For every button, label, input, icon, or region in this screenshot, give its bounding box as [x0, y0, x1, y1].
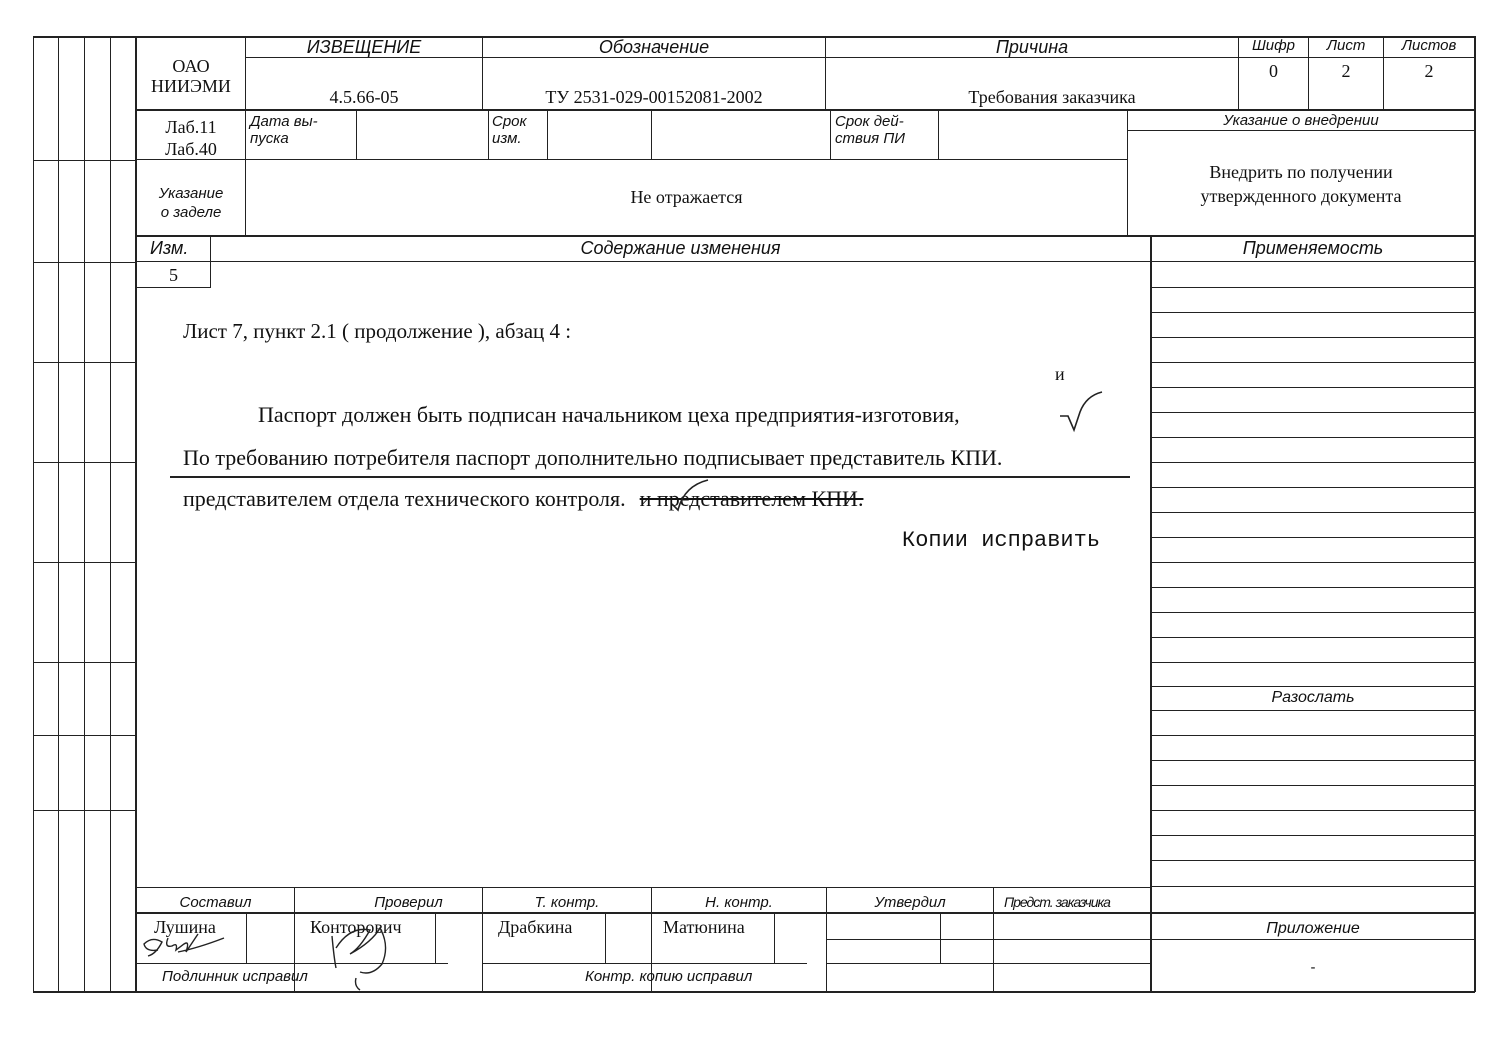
compiled-label: Составил [179, 894, 252, 911]
applicability-row [1151, 387, 1475, 388]
applicability-row [1151, 487, 1475, 488]
applicability-row [1151, 835, 1475, 836]
applicability-row [1151, 735, 1475, 736]
row2-line [136, 159, 1128, 160]
applicability-row [1151, 287, 1475, 288]
pi-term-label: Срок дей- ствия ПИ [835, 113, 905, 147]
change-number-line [136, 287, 211, 288]
implementation-value: Внедрить по получении утвержденного документа [1200, 162, 1402, 206]
applicability-row [1151, 562, 1475, 563]
signature-line [1151, 939, 1475, 940]
applicability-row [1151, 686, 1475, 687]
tcontrol-label: Т. контр. [534, 894, 600, 911]
margin-line [33, 810, 136, 811]
header-line [245, 57, 1238, 58]
applicability-row [1151, 785, 1475, 786]
checked-label: Проверил [374, 894, 443, 911]
margin-line [33, 462, 136, 463]
insert-mark: и [1055, 364, 1065, 384]
border-right [1474, 36, 1476, 992]
applicability-row [1151, 760, 1475, 761]
applicability-label: Применяемость [1242, 238, 1384, 258]
notice-number: 4.5.66-05 [329, 87, 399, 107]
border-bottom [33, 991, 1475, 993]
copies-note: Копии исправить [902, 528, 1101, 553]
insertion-check-mark [1058, 386, 1104, 434]
sheet-value: 2 [1341, 61, 1351, 81]
content-line-4-kept: представителем отдела технического контроля. [183, 486, 626, 511]
change-term-label: Срок изм. [492, 113, 527, 147]
signature-col [993, 888, 994, 992]
header-line [245, 36, 246, 236]
designation-label: Обозначение [598, 37, 710, 57]
header-line [136, 109, 1475, 111]
applicability-row [1151, 412, 1475, 413]
margin-line [33, 562, 136, 563]
control-copy-corrected-label: Контр. копию исправил [585, 968, 753, 985]
reason-value: Требования заказчика [968, 87, 1136, 107]
ncontrol-name: Матюнина [663, 917, 745, 937]
applicability-row [1151, 587, 1475, 588]
content-line-1: Лист 7, пункт 2.1 ( продолжение ), абзац 4 : [183, 319, 572, 343]
applicability-line [1150, 236, 1152, 993]
compiled-name: Лушина [154, 917, 216, 937]
row2-line [488, 110, 489, 160]
original-corrected-label: Подлинник исправил [162, 968, 308, 985]
signature-col [774, 913, 775, 964]
margin-line [110, 36, 111, 992]
row2-line [1127, 130, 1475, 131]
applicability-row [1151, 612, 1475, 613]
content-line-3: По требованию потребителя паспорт дополнительно подписывает представитель КПИ. [183, 445, 1003, 470]
signature-col [435, 913, 436, 964]
attachment-label: Приложение [1266, 920, 1360, 937]
row3-line [136, 235, 1475, 237]
notice-label: ИЗВЕЩЕНИЕ [306, 37, 422, 57]
organization-name: ОАО НИИЭМИ [151, 56, 231, 96]
implementation-label: Указание о внедрении [1223, 112, 1379, 129]
lab-list: Лаб.11 Лаб.40 [165, 117, 217, 159]
row2-line [651, 110, 652, 160]
sheets-label: Листов [1401, 37, 1457, 54]
signature-col [246, 913, 247, 964]
signature-line [482, 963, 807, 964]
tcontrol-name: Драбкина [498, 917, 573, 937]
signature-scribble [320, 918, 400, 992]
row2-line [356, 110, 357, 160]
header-line [1238, 57, 1475, 58]
content-label: Содержание изменения [580, 238, 781, 258]
applicability-row [1151, 860, 1475, 861]
applicability-row [1151, 537, 1475, 538]
insert-underline [170, 476, 1130, 478]
applicability-row [1151, 437, 1475, 438]
margin-line [58, 36, 59, 992]
content-line-4 [183, 488, 863, 510]
applicability-row [1151, 512, 1475, 513]
margin-line [33, 735, 136, 736]
content-header-line [136, 261, 1475, 262]
change-number: 5 [169, 265, 178, 285]
applicability-row [1151, 462, 1475, 463]
checked-name: Конторович [310, 917, 402, 937]
applicability-row [1151, 710, 1475, 711]
signature-scribble [138, 930, 228, 966]
content-line-4-struck: и представителем КПИ. [639, 486, 864, 511]
row2-line [830, 110, 831, 160]
margin-line [33, 262, 136, 263]
applicability-row [1151, 312, 1475, 313]
backlog-label: Указание о заделе [158, 185, 224, 221]
insertion-check-mark [670, 476, 710, 512]
signature-line [826, 939, 1151, 940]
content-line-2: Паспорт должен быть подписан начальником цеха предприятия-изготовия, [258, 402, 960, 427]
margin-line [135, 36, 137, 992]
backlog-value: Не отражается [630, 187, 743, 207]
signature-col [605, 913, 606, 964]
code-label: Шифр [1251, 37, 1296, 54]
attachment-value: - [1310, 959, 1316, 976]
customer-rep-label: Предст. заказчика [1004, 894, 1110, 910]
sheets-value: 2 [1424, 61, 1434, 81]
ncontrol-label: Н. контр. [705, 894, 773, 911]
applicability-row [1151, 810, 1475, 811]
margin-line [33, 362, 136, 363]
applicability-row [1151, 637, 1475, 638]
sheet-label: Лист [1326, 37, 1366, 54]
row2-line [938, 110, 939, 160]
signature-line [136, 887, 1152, 888]
row2-line [547, 110, 548, 160]
reason-label: Причина [995, 37, 1069, 57]
issue-date-label: Дата вы- пуска [250, 113, 318, 147]
change-label: Изм. [150, 238, 189, 258]
applicability-row [1151, 362, 1475, 363]
approved-label: Утвердил [874, 894, 946, 911]
distribute-label: Разослать [1271, 689, 1355, 706]
margin-line [33, 160, 136, 161]
border-left [33, 36, 34, 992]
applicability-row [1151, 662, 1475, 663]
margin-line [84, 36, 85, 992]
applicability-row [1151, 337, 1475, 338]
signature-line [136, 912, 1475, 914]
signature-col [940, 913, 941, 964]
code-value: 0 [1269, 61, 1278, 81]
applicability-row [1151, 886, 1475, 887]
signature-line [826, 963, 1151, 964]
designation-value: ТУ 2531-029-00152081-2002 [545, 87, 763, 107]
margin-line [33, 662, 136, 663]
